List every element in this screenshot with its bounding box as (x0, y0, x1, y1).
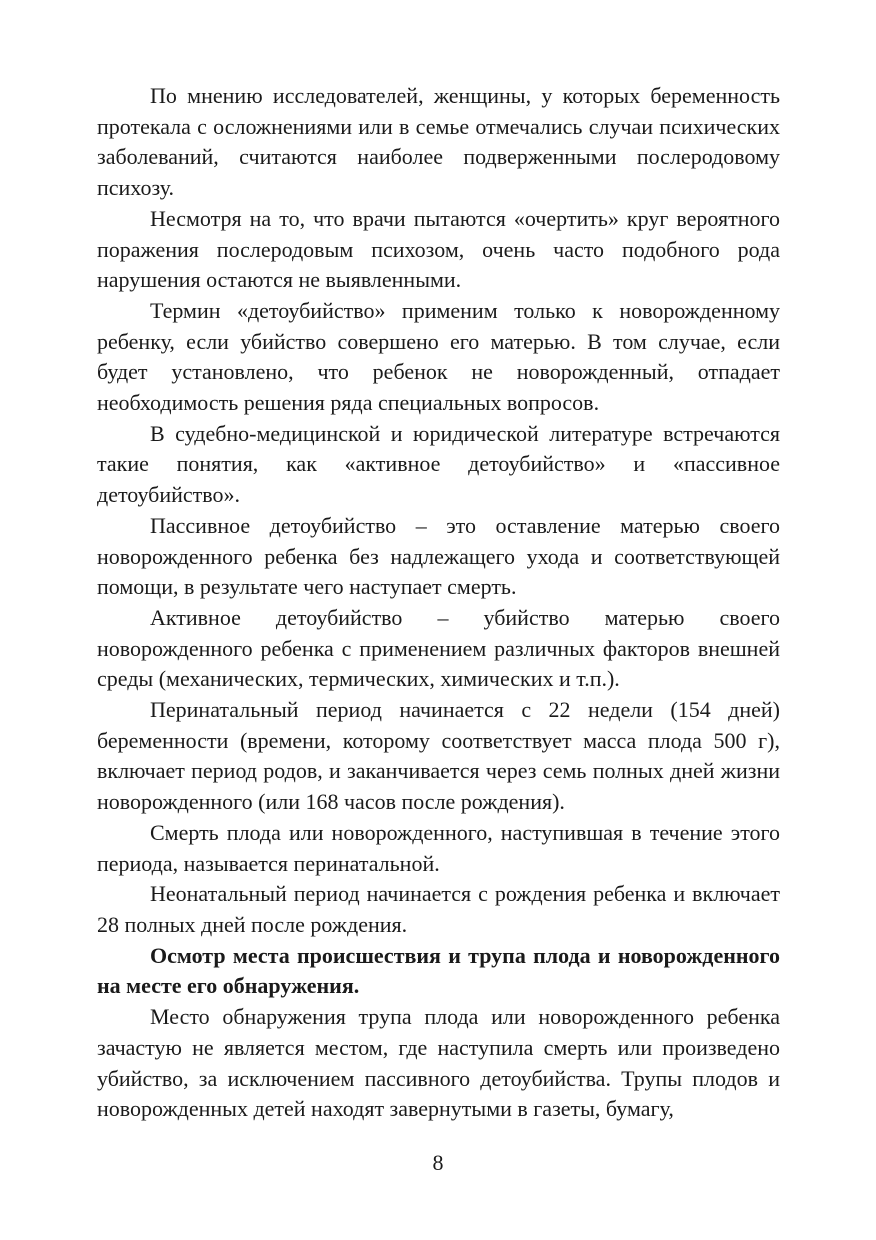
paragraph-2: Несмотря на то, что врачи пытаются «очертить» круг вероятного поражения послеродовым психозом, очень часто подобного рода нарушения остаются не выявленными. (97, 205, 780, 293)
paragraph-1: По мнению исследователей, женщины, у которых беременность протекала с осложнениями или в семье отмечались случаи психических заболеваний, считаются наиболее подверженными послеродовому психозу. (97, 83, 780, 201)
paragraph-7: Перинатальный период начинается с 22 недели (154 дней) беременности (времени, которому соответствует масса плода 500 г), включает период родов, и заканчивается через семь полных дней жизни новорожденного (или 168 часов после рождения). (97, 697, 780, 815)
paragraph-6: Активное детоубийство – убийство матерью своего новорожденного ребенка с применением различных факторов внешней среды (механических, термических, химических и т.п.). (97, 604, 780, 692)
paragraph-final: Место обнаружения трупа плода или новорожденного ребенка зачастую не является местом, где наступила смерть или произведено убийство, за исключением пассивного детоубийства. Трупы плодов и новорожденных детей находят завернутыми в газеты, бумагу, (97, 1004, 780, 1122)
paragraph-9: Неонатальный период начинается с рождения ребенка и включает 28 полных дней после рождения. (97, 881, 780, 937)
document-page (97, 81, 780, 1125)
paragraph-4: В судебно-медицинской и юридической литературе встречаются такие понятия, как «активное детоубийство» и «пассивное детоубийство». (97, 420, 780, 508)
page-number: 8 (432, 1150, 444, 1175)
paragraph-8: Смерть плода или новорожденного, наступившая в течение этого периода, называется перинатальной. (97, 819, 780, 876)
paragraph-5: Пассивное детоубийство – это оставление матерью своего новорожденного ребенка без надлежащего ухода и соответствующей помощи, в результате чего наступает смерть. (97, 512, 780, 600)
paragraph-3: Термин «детоубийство» применим только к новорожденному ребенку, если убийство совершено его матерью. В том случае, если будет установлено, что ребенок не новорожденный, отпадает необходимость решения ряда специальных вопросов. (97, 297, 780, 416)
section-heading: Осмотр места происшествия и трупа плода и новорожденного на месте его обнаружения. (97, 942, 780, 999)
